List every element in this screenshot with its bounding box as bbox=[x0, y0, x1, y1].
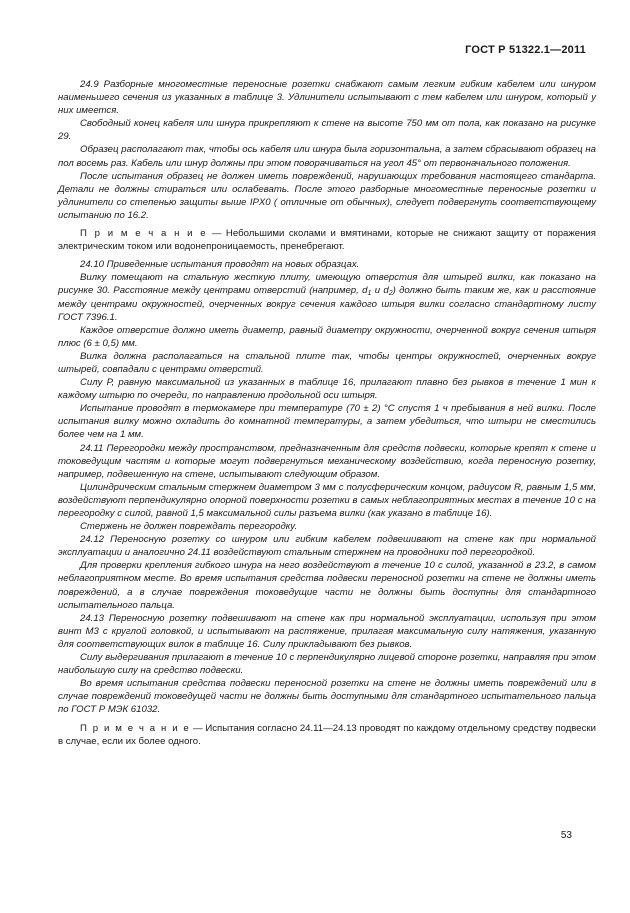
paragraph: Во время испытания средства подвески переносной розетки на стене не должны иметь повреждений или в случае повреждений токоведущей части не должны быть доступными для стандартного испытательного пальца по ГОСТ Р МЭК 61032. bbox=[58, 678, 596, 716]
page-number: 53 bbox=[560, 830, 572, 841]
paragraph: 24.11 Перегородки между пространством, предназначенным для средств подвески, которые крепят к стене и токоведущим частям и которые могут подвергнуться механическому воздействию, когда переносную розетку, например, подвешенную на стене, испытывают следующим образом. bbox=[58, 442, 596, 480]
note-text: — Небольшими сколами и вмятинами, которые не снижают защиту от поражения электрическим током или водонепроницаемость, пренебрегают. bbox=[58, 228, 596, 253]
paragraph-text: ) должно быть таким же, как и расстояние между центрами окружностей, очерченных вокруг сечения каждого штыря вилки согласно стандартному листу ГОСТ 7396.1. bbox=[58, 285, 596, 323]
paragraph: Для проверки крепления гибкого шнура на него воздействуют в течение 10 с силой, указанной в 23.2, в самом неблагоприятном месте. Во время испытания средства подвески переносной розетки на стене не должны иметь повреждений, а в случае повреждения токоведущие части не должны быть доступны для стандартного испытательного пальца. bbox=[58, 560, 596, 611]
paragraph: 24.13 Переносную розетку подвешивают на стене как при нормальной эксплуатации, используя при этом винт М3 с круглой головкой, и испытывают на растяжение, прилагая максимальную силу натяжения, указанную для соответствующих вилок в таблице 16. Силу прикладывают без рывков. bbox=[58, 612, 596, 650]
note-label: П р и м е ч а н и е bbox=[80, 722, 191, 734]
paragraph: Стержень не должен повреждать перегородку. bbox=[80, 521, 298, 533]
note bbox=[58, 227, 596, 253]
note bbox=[58, 722, 596, 748]
paragraph: 24.12 Переносную розетку со шнуром или гибким кабелем подвешивают на стене как при нормальной эксплуатации и аналогично 24.11 воздействуют стальным стержнем на проводники под перегородкой. bbox=[58, 534, 596, 559]
subscript: 2 bbox=[388, 290, 393, 298]
note-label: П р и м е ч а н и е bbox=[80, 228, 208, 240]
paragraph-text: Вилку помещают на стальную жесткую плиту, имеющую отверстия для штырей вилки, как показано на рисунке 30. Расстояние между центрами отверстий (например, d bbox=[58, 272, 596, 297]
paragraph: Силу выдергивания прилагают в течение 10 с перпендикулярно лицевой стороне розетки, направляя при этом наибольшую силу на средство подвески. bbox=[58, 652, 596, 677]
subscript: 1 bbox=[367, 290, 372, 298]
paragraph: После испытания образец не должен иметь повреждений, нарушающих требования настоящего стандарта. Детали не должны стираться или ослабевать. После этого разборные многоместные переносные розетки и удлинители со степенью защиты выше IPX0 ( отличные от обычных), следует подвергнуть соответствующему испытанию по 16.2. bbox=[58, 170, 596, 221]
paragraph: Каждое отверстие должно иметь диаметр, равный диаметру окружности, очерченной вокруг сечения штыря плюс (6 ± 0,5) мм. bbox=[58, 324, 596, 349]
paragraph-text: и d bbox=[371, 285, 389, 297]
note-text: — Испытания согласно 24.11—24.13 проводят по каждому отдельному средству подвески в случае, если их более одного. bbox=[58, 722, 596, 747]
paragraph: Цилиндрическим стальным стержнем диаметром 3 мм с полусферическим концом, радиусом R, равным 1,5 мм, воздействуют перпендикулярно опорной поверхности розетки в самых неблагоприятных местах в течение 10 с на перегородку с силой, равной 1,5 максимальной силы разъема вилки (как указано в таблице 16). bbox=[58, 481, 596, 519]
paragraph bbox=[58, 271, 596, 323]
paragraph: 24.10 Приведенные испытания проводят на новых образцах. bbox=[80, 259, 360, 271]
paragraph: Вилка должна располагаться на стальной плите так, чтобы центры окружностей, очерченных вокруг штырей, совпадали с центрами отверстий. bbox=[58, 350, 596, 375]
document-body bbox=[58, 78, 596, 753]
paragraph: Силу Р, равную максимальной из указанных в таблице 16, прилагают плавно без рывков в течение 1 мин к каждому штырю по очереди, по направлению продольной оси штыря. bbox=[58, 377, 596, 402]
paragraph: Свободный конец кабеля или шнура прикрепляют к стене на высоте 750 мм от пола, как показано на рисунке 29. bbox=[58, 118, 596, 143]
paragraph: 24.9 Разборные многоместные переносные розетки снабжают самым легким гибким кабелем или шнуром наименьшего сечения из указанных в таблице 3. Удлинители испытывают с тем кабелем или шнуром, который у них имеется. bbox=[58, 79, 596, 117]
paragraph: Образец располагают так, чтобы ось кабеля или шнура была горизонтальна, а затем сбрасывают образец на пол восемь раз. Кабель или шнур должны при этом поворачиваться на угол 45° от первоначального положения. bbox=[58, 144, 596, 169]
paragraph: Испытание проводят в термокамере при температуре (70 ± 2) °С спустя 1 ч пребывания в ней вилки. После испытания вилку можно охладить до комнатной температуры, а затем убедиться, что штыри не сместились более чем на 1 мм. bbox=[58, 403, 596, 441]
standard-header: ГОСТ Р 51322.1—2011 bbox=[465, 44, 586, 56]
